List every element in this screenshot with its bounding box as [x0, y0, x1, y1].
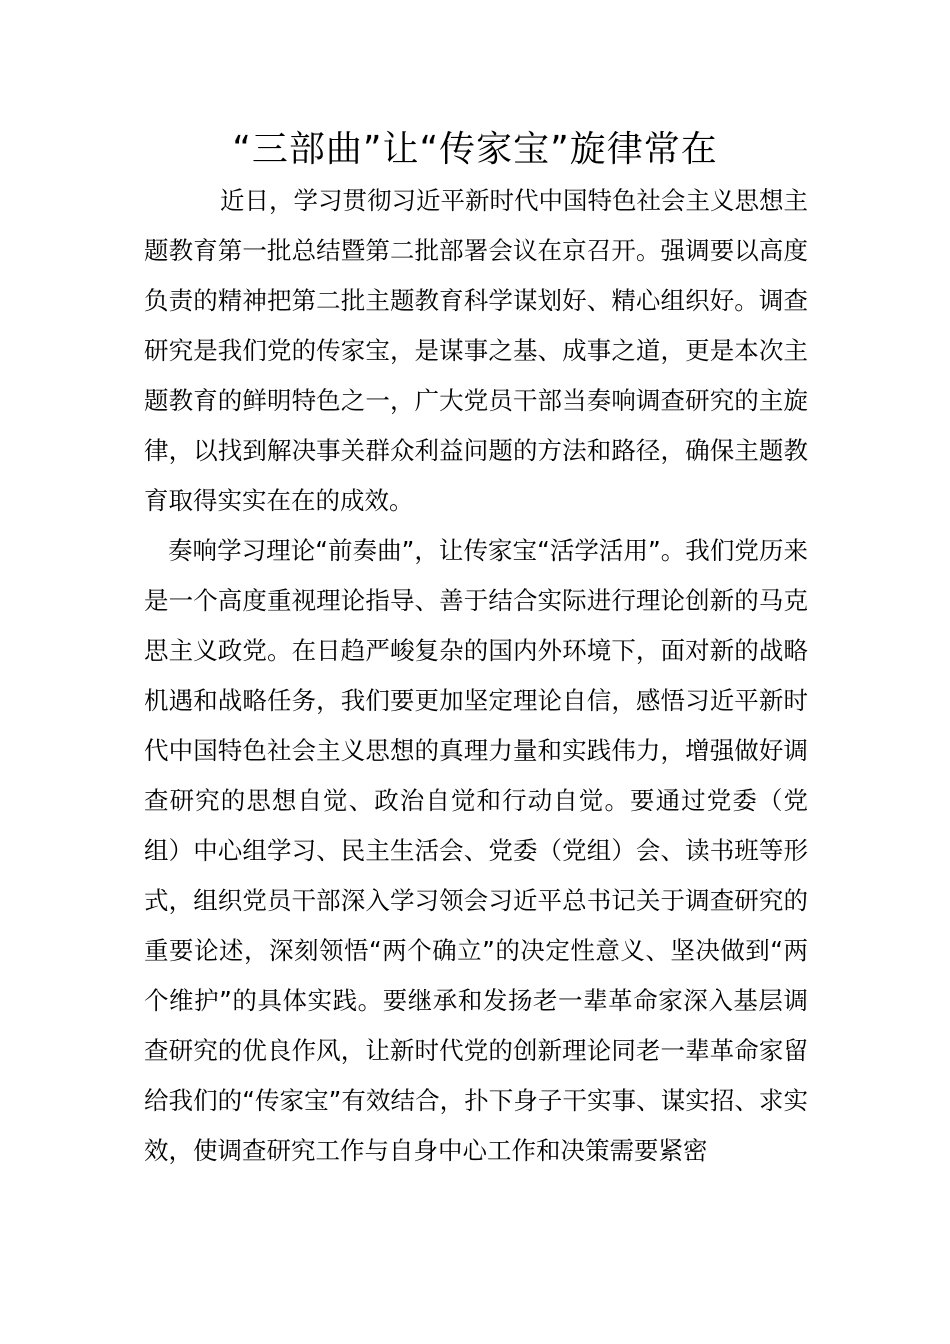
paragraph-study-theory: 奏响学习理论“前奏曲”，让传家宝“活学活用”。我们党历来是一个高度重视理论指导、善于结合实际进行理论创新的马克思主义政党。在日趋严峻复杂的国内外环境下，面对新的战略机遇和战略任务，我们要更加坚定理论自信，感悟习近平新时代中国特色社会主义思想的真理力量和实践伟力，增强做好调查研究的思想自觉、政治自觉和行动自觉。要通过党委（党组）中心组学习、民主生活会、党委（党组）会、读书班等形式，组织党员干部深入学习领会习近平总书记关于调查研究的重要论述，深刻领悟“两个确立”的决定性意义、坚决做到“两个维护”的具体实践。要继承和发扬老一辈革命家深入基层调查研究的优良作风，让新时代党的创新理论同老一辈革命家留给我们的“传家宝”有效结合，扑下身子干实事、谋实招、求实效，使调查研究工作与自身中心工作和决策需要紧密	[144, 536, 808, 1165]
paragraph-intro: 近日，学习贯彻习近平新时代中国特色社会主义思想主题教育第一批总结暨第二批部署会议在京召开。强调要以高度负责的精神把第二批主题教育科学谋划好、精心组织好。调查研究是我们党的传家宝，是谋事之基、成事之道，更是本次主题教育的鲜明特色之一，广大党员干部当奏响调查研究的主旋律，以找到解决事关群众利益问题的方法和路径，确保主题教育取得实实在在的成效。	[144, 186, 808, 515]
document-title: “三部曲”让“传家宝”旋律常在	[232, 129, 718, 170]
